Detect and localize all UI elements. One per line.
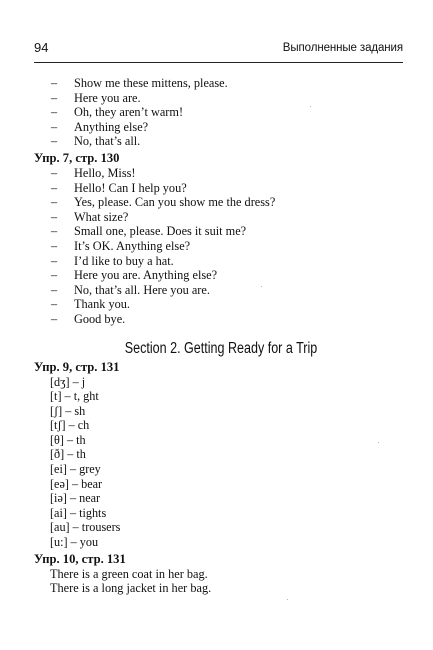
dialogue-line <box>34 210 408 225</box>
dialogue-text: Oh, they aren’t warm! <box>74 105 184 120</box>
dash-marker: – <box>51 297 58 312</box>
phonetic-line: [t] – t, ght <box>50 389 99 404</box>
dialogue-text: Thank you. <box>74 297 131 312</box>
scan-speck <box>310 106 311 107</box>
dialogue-text: Hello! Can I help you? <box>74 180 187 195</box>
dash-marker: – <box>51 165 58 180</box>
dialogue-line <box>34 224 408 239</box>
phonetic-line: [θ] – th <box>50 432 86 447</box>
phonetic-line: [ð] – th <box>50 447 86 462</box>
dialogue-text: I’d like to buy a hat. <box>74 253 174 268</box>
dash-marker: – <box>51 238 58 253</box>
dialogue-line <box>34 297 408 312</box>
dialogue-text: Show me these mittens, please. <box>74 76 228 90</box>
intro-dialogue-list <box>34 76 408 149</box>
scan-speck <box>378 442 379 443</box>
dialogue-line <box>34 195 408 210</box>
dialogue-line <box>34 91 408 106</box>
dash-marker: – <box>51 105 58 120</box>
dialogue-text: No, that’s all. <box>74 134 141 149</box>
dialogue-text: Hello, Miss! <box>74 165 136 180</box>
phonetic-line: [ʃ] – sh <box>50 403 86 418</box>
dialogue-line <box>34 134 408 149</box>
dash-marker: – <box>51 90 58 105</box>
phonetic-line: [ai] – tights <box>50 505 107 520</box>
exercise-7-heading: Упр. 7, стр. 130 <box>34 150 120 165</box>
dialogue-text: No, that’s all. Here you are. <box>74 282 210 297</box>
dialogue-text: Small one, please. Does it suit me? <box>74 224 247 239</box>
dialogue-line <box>34 181 408 196</box>
phonetic-line: [ei] – grey <box>50 462 101 477</box>
dialogue-text: What size? <box>74 209 129 224</box>
phonetic-line: [eə] – bear <box>50 476 103 491</box>
dash-marker: – <box>51 134 58 149</box>
phonetic-line: [dʒ] – j <box>50 374 86 389</box>
dialogue-line <box>34 254 408 269</box>
dash-marker: – <box>51 209 58 224</box>
dialogue-line <box>34 283 408 298</box>
exercise-7-dialogue-list <box>34 166 408 327</box>
dash-marker: – <box>51 76 58 90</box>
dialogue-text: Here you are. Anything else? <box>74 268 218 283</box>
page-header <box>34 40 403 63</box>
dialogue-line <box>34 120 408 135</box>
dash-marker: – <box>51 224 58 239</box>
dialogue-line <box>34 76 408 91</box>
page-number: 94 <box>34 40 49 55</box>
scan-speck <box>261 286 262 287</box>
exercise-10-sentence-list <box>34 567 408 597</box>
dash-marker: – <box>51 311 58 326</box>
dialogue-line <box>34 268 408 283</box>
dash-marker: – <box>51 268 58 283</box>
dialogue-line <box>34 312 408 327</box>
phonetic-line: [iə] – near <box>50 491 101 506</box>
phonetic-correspondence-list <box>34 375 408 550</box>
sentence-line: There is a green coat in her bag. <box>50 566 208 581</box>
dialogue-text: Here you are. <box>74 90 141 105</box>
dash-marker: – <box>51 282 58 297</box>
dash-marker: – <box>51 195 58 210</box>
dialogue-text: Good bye. <box>74 311 126 326</box>
phonetic-line: [tʃ] – ch <box>50 418 90 433</box>
section-title: Section 2. Getting Ready for a Trip <box>124 339 318 357</box>
running-head: Выполненные задания <box>282 42 403 54</box>
scan-speck <box>287 599 288 600</box>
dialogue-text: Yes, please. Can you show me the dress? <box>74 195 276 210</box>
dialogue-line <box>34 166 408 181</box>
dialogue-line <box>34 239 408 254</box>
page-content <box>34 76 408 596</box>
exercise-10-heading: Упр. 10, стр. 131 <box>34 551 126 566</box>
dialogue-text: It’s OK. Anything else? <box>74 238 191 253</box>
sentence-line: There is a long jacket in her bag. <box>50 581 212 596</box>
dash-marker: – <box>51 253 58 268</box>
dash-marker: – <box>51 180 58 195</box>
exercise-9-heading: Упр. 9, стр. 131 <box>34 359 120 374</box>
dialogue-line <box>34 105 408 120</box>
dialogue-text: Anything else? <box>74 119 149 134</box>
dash-marker: – <box>51 119 58 134</box>
phonetic-line: [u:] – you <box>50 535 99 550</box>
phonetic-line: [au] – trousers <box>50 520 121 535</box>
